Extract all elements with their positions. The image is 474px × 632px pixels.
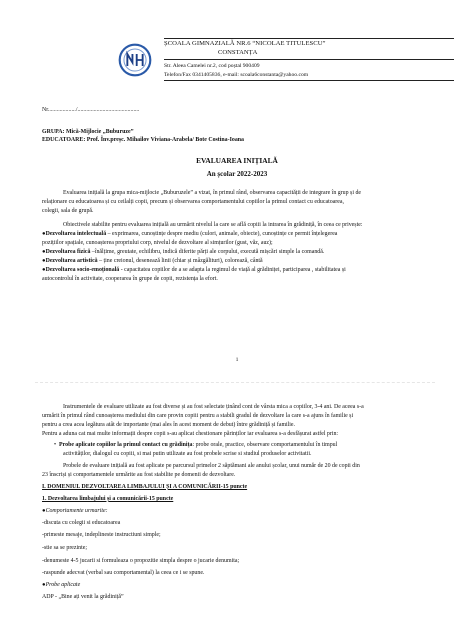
probe-cont-1: activităților, dialogul cu copiii, si mai putin utilizate au fost probele scrise si studiul produselor activitatii. [63,451,312,457]
objective-socio-emotional-cont: autocontrolul în activitate, cooperarea în grupe de copii, rezistența la efort. [42,276,218,282]
school-year: An școlar 2022-2023 [206,170,268,178]
group-label: GRUPA: [42,129,65,135]
sub-heading: 1. Dezvoltarea limbajului și a comunicării-15 puncte [42,496,174,502]
probe-text: : probe orale, practice, observare comportamentului în timpul [192,442,338,448]
intro-line-1: Evaluarea inițială la grupa mica-mijlocie „Buburuzele” a vizat, în primul rând, observarea capacității de integrare în grup și de [63,190,362,196]
school-crest-icon [118,43,152,77]
behaviors-label: Comportamente urmarite: [45,508,108,514]
probe-cont-3: 23 înscriși și comportamentele urmărite au fost stabilite pe domenii de dezvoltare. [42,472,236,478]
instruments-line-3: pentru a crea acea legătura atât de importante (mai ales în acest moment de debut) între grădiniță și familie. [42,422,296,428]
probe-cont-2: Probele de evaluare inițială au fost aplicate pe parcursul primelor 2 săptămani ale anului școlar, unui număr de 20 de copii din [63,463,360,469]
objective-label: Dezvoltarea intelectuală [45,231,107,237]
instruments-line-1: Instrumentele de evaluare utilizate au fost diverse și au fost selectate ținând cont de vârsta mica a copiilor, 3-4 ani. De aceea s-a [63,404,364,410]
document-title: EVALUAREA INIȚIALĂ [196,156,278,165]
group-line [42,129,134,136]
instruments-line-2: urmărit în primul rând cunoașterea mediului din care provin copiii pentru a stabili gradul de dezvoltare la care s-a ajuns în familie și [42,413,354,419]
probe-aplicate-heading: ●Probe aplicate [42,582,81,588]
objective-physical: ●Dezvoltarea fizică –înălțime, greutate, echilibru, indică diferite părți ale corpului, execută mișcări simple la comandă. [42,249,325,255]
objective-text: - capacitatea copiilor de a se adapta la regimul de viață al grădiniței, participarea , stabilitatea și [119,267,346,273]
objective-text: – exprimarea, cunoștințe despre mediu (culori, animale, obiecte), cunoștințe ce permit înțelegerea [106,231,338,237]
objective-text: –înălțime, greutate, echilibru, indică diferite părți ale corpului, execută mișcări simple la comandă. [90,249,325,255]
objective-label: Dezvoltarea socio-emoțională [45,267,120,273]
group-value: Mică-Mijlocie „Buburuze” [65,129,134,135]
school-name: ȘCOALA GIMNAZIALĂ NR.6 “NICOLAE TITULESCU” [164,40,326,47]
objective-intellectual: ●Dezvoltarea intelectuală – exprimarea, cunoștințe despre mediu (culori, animale, obiecte), cunoștințe ce permit înțelegerea [42,231,338,237]
behavior-item: -denumeste 4-5 jucarii si formuleaza o propozitie simpla despre o jucarie denumita; [42,558,240,564]
behavior-item: -raspunde adecvat (verbal sau comportamental) la ceea ce i se spune. [42,570,205,576]
teachers-line [42,137,244,144]
section-heading: I. DOMENIUL DEZVOLTAREA LIMBAJULUI ȘI A COMUNICĂRII-15 puncte [42,484,248,490]
objective-artistic: ●Dezvoltarea artistică – ține creionul, desenează linii (chiar și mâzgălituri), colorează, cântă [42,258,263,264]
intro-line-3: colegii, sala de grupă. [42,208,94,214]
objective-intellectual-cont: pozițiilor spațiale, cunoașterea propriului corp, nivelul de dezvoltare al simțurilor (gust, văz, auz); [42,240,273,246]
objective-text: – ține creionul, desenează linii (chiar și mâzgălituri), colorează, cântă [97,258,263,264]
school-address: Str. Aleea Camelei nr.2, cod poștal 900409 [164,63,260,69]
intro-line-2: relaționare cu educatoarea și cu ceilalți copii, precum și observarea comportamentului copiilor la primul contact cu educatoarea, [42,199,344,205]
page-number: 1 [235,357,239,363]
objective-label: Dezvoltarea artistică [45,258,98,264]
page-break [35,382,435,383]
instruments-line-4: Pentru a aduna cat mai multe informații despre copii s-au aplicat chestionare părinților iar evaluarea s-a desfășurat astfel prin: [42,431,339,437]
objective-socio-emotional: ●Dezvoltarea socio-emoțională - capacitatea copiilor de a se adapta la regimul de viață al grădiniței, participarea , stabilitatea și [42,267,346,273]
adp-line: ADP - „Bine ați venit la grădiniță” [42,594,124,600]
school-contact: Telefon/Fax 0341405836, e-mail: scoala6constanta@yahoo.com [164,72,309,78]
probe-aplicate-label: Probe aplicate [45,582,81,588]
behavior-item: -stie sa se prezinte; [42,545,87,551]
teachers-label: EDUCATOARE: [42,137,86,143]
teachers-value: Prof. Înv.preșc. Mihailov Viviana-Arabela/ Bote Costina-Ioana [86,137,244,143]
objectives-intro: Obiectivele stabilite pentru evaluarea inițială au urmărit nivelul la care se află copiii la intrarea în grădiniță, în ceea ce privește: [63,222,363,228]
registration-number: Nr.................../.......................................... [42,107,140,113]
behaviors-heading: ●Comportamente urmarite: [42,508,108,514]
school-city: CONSTANȚA [218,49,258,56]
probe-bullet: • Probe aplicate copiilor la primul contact cu grădinița: probe orale, practice, observare comportamentului în timpul [54,442,338,448]
probe-label: Probe aplicate copiilor la primul contact cu grădinița [59,442,193,448]
behavior-item: -discuta cu colegii si educatoarea [42,520,121,526]
objective-label: Dezvoltarea fizică [45,249,91,255]
behavior-item: -primeste mesaje, indeplineste instructiuni simple; [42,532,161,538]
